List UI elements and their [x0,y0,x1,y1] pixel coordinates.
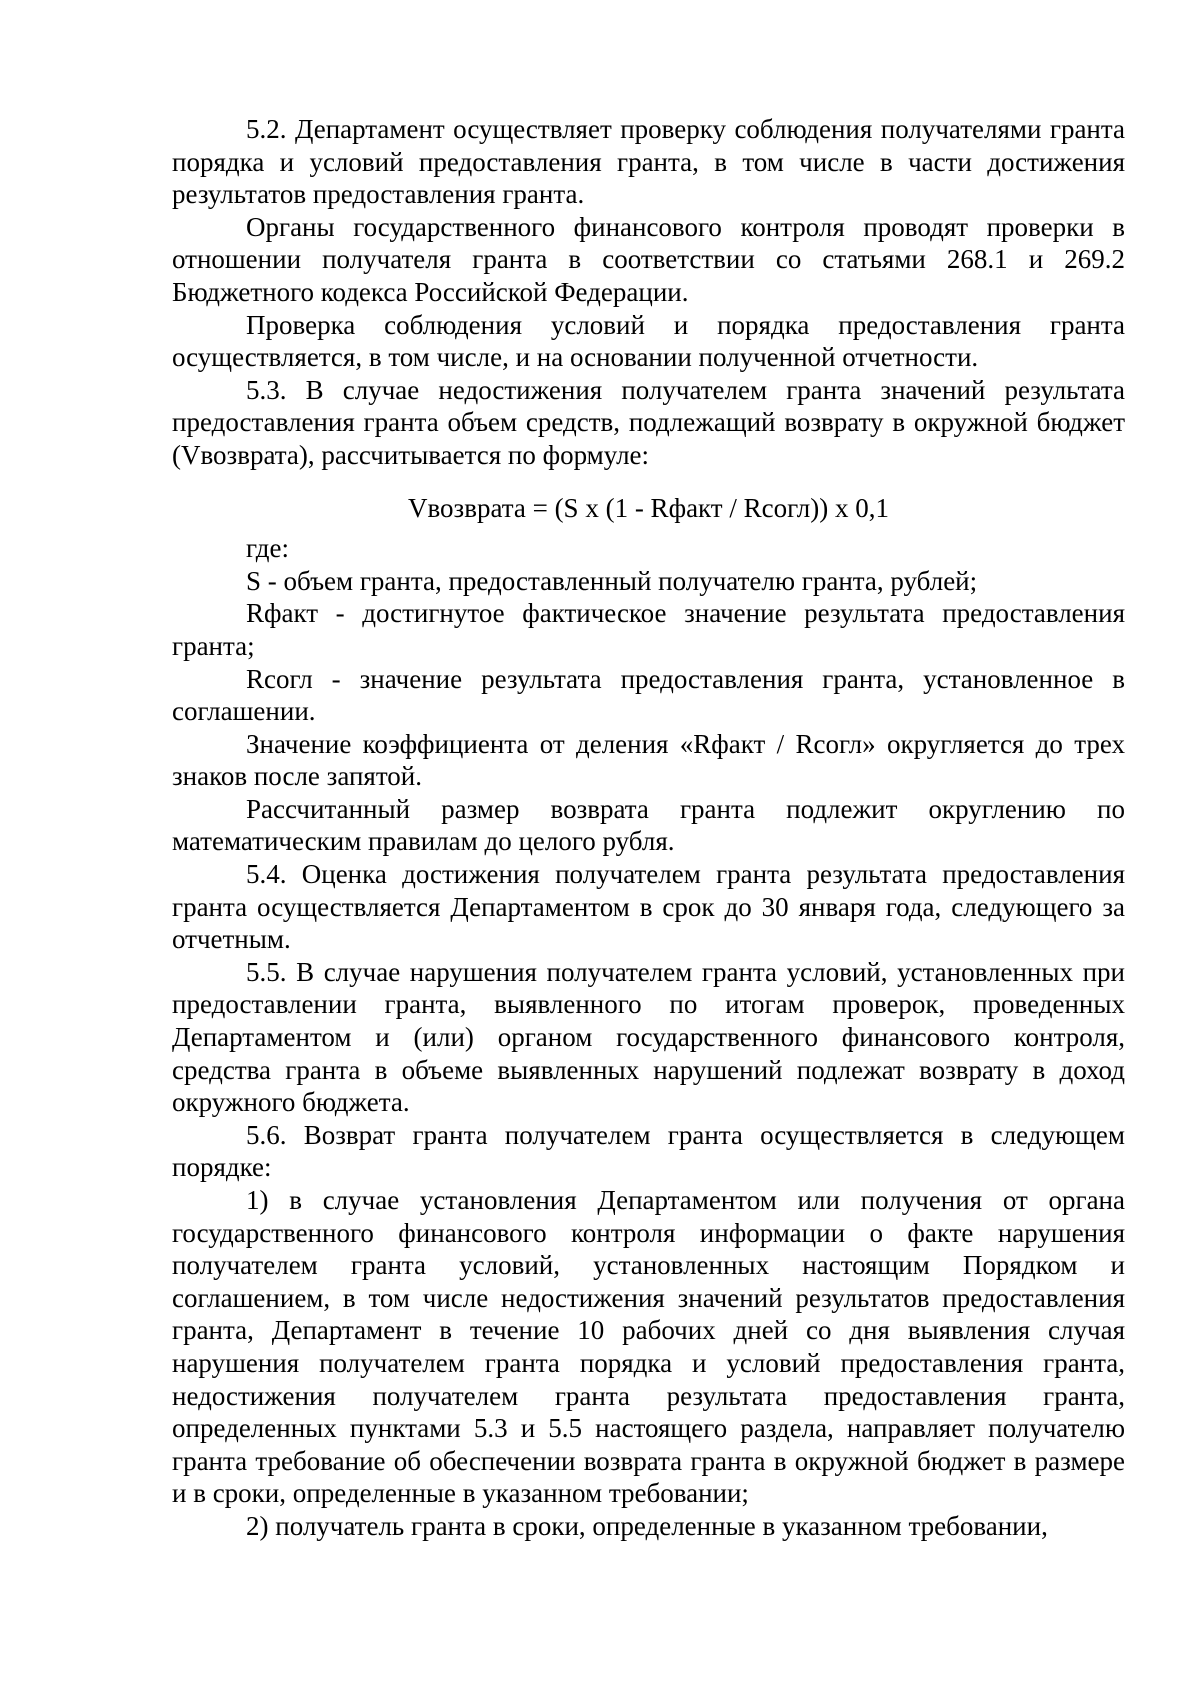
paragraph-def-s: S - объем гранта, предоставленный получателю гранта, рублей; [246,565,978,596]
paragraph-5-3: 5.3. В случае недостижения получателем гранта значений результата предоставления гранта объем средств, подлежащий возврату в окружной бюджет (Vвозврата), рассчитывается по формуле: [172,374,1125,470]
paragraph-compliance-check: Проверка соблюдения условий и порядка предоставления гранта осуществляется, в том числе, и на основании полученной отчетности. [172,309,1125,373]
paragraph-5-6: 5.6. Возврат гранта получателем гранта осуществляется в следующем порядке: [172,1119,1125,1183]
paragraph-item-2: 2) получатель гранта в сроки, определенные в указанном требовании, [246,1510,1048,1541]
paragraph-5-2: 5.2. Департамент осуществляет проверку соблюдения получателями гранта порядка и условий предоставления гранта, в том числе в части достижения результатов предоставления гранта. [172,114,1125,210]
paragraph-refund-rounding: Рассчитанный размер возврата гранта подлежит округлению по математическим правилам до целого рубля. [172,793,1125,857]
paragraph-def-rfakt: Rфакт - достигнутое фактическое значение результата предоставления гранта; [172,598,1125,661]
document-page [172,113,1125,1543]
paragraph-where: где: [246,533,289,564]
paragraph-5-4: 5.4. Оценка достижения получателем гранта результата предоставления гранта осуществляется Департаментом в срок до 30 января года, следующего за отчетным. [172,859,1125,955]
paragraph-control-bodies: Органы государственного финансового контроля проводят проверки в отношении получателя гранта в соответствии со статьями 268.1 и 269.2 Бюджетного кодекса Российской Федерации. [172,211,1125,307]
formula: Vвозврата = (S x (1 - Rфакт / Rсогл)) x 0,1 [407,492,890,523]
paragraph-5-5: 5.5. В случае нарушения получателем гранта условий, установленных при предоставлении гранта, выявленного по итогам проверок, проведенных Департаментом и (или) органом государственного финансового контроля, средства гранта в объеме выявленных нарушений подлежат возврату в доход окружного бюджета. [172,956,1125,1118]
paragraph-coefficient-rounding: Значение коэффициента от деления «Rфакт / Rсогл» округляется до трех знаков после запятой. [172,728,1125,792]
paragraph-item-1: 1) в случае установления Департаментом или получения от органа государственного финансового контроля информации о факте нарушения получателем гранта условий, установленных настоящим Порядком и соглашением, в том числе недостижения значений результатов предоставления гранта, Департамент в течение 10 рабочих дней со дня выявления случая нарушения получателем гранта порядка и условий предоставления гранта, недостижения получателем гранта результата предоставления гранта, определенных пунктами 5.3 и 5.5 настоящего раздела, направляет получателю гранта требование об обеспечении возврата гранта в окружной бюджет в размере и в сроки, определенные в указанном требовании; [172,1185,1125,1509]
paragraph-def-rsogl: Rсогл - значение результата предоставления гранта, установленное в соглашении. [172,663,1125,727]
